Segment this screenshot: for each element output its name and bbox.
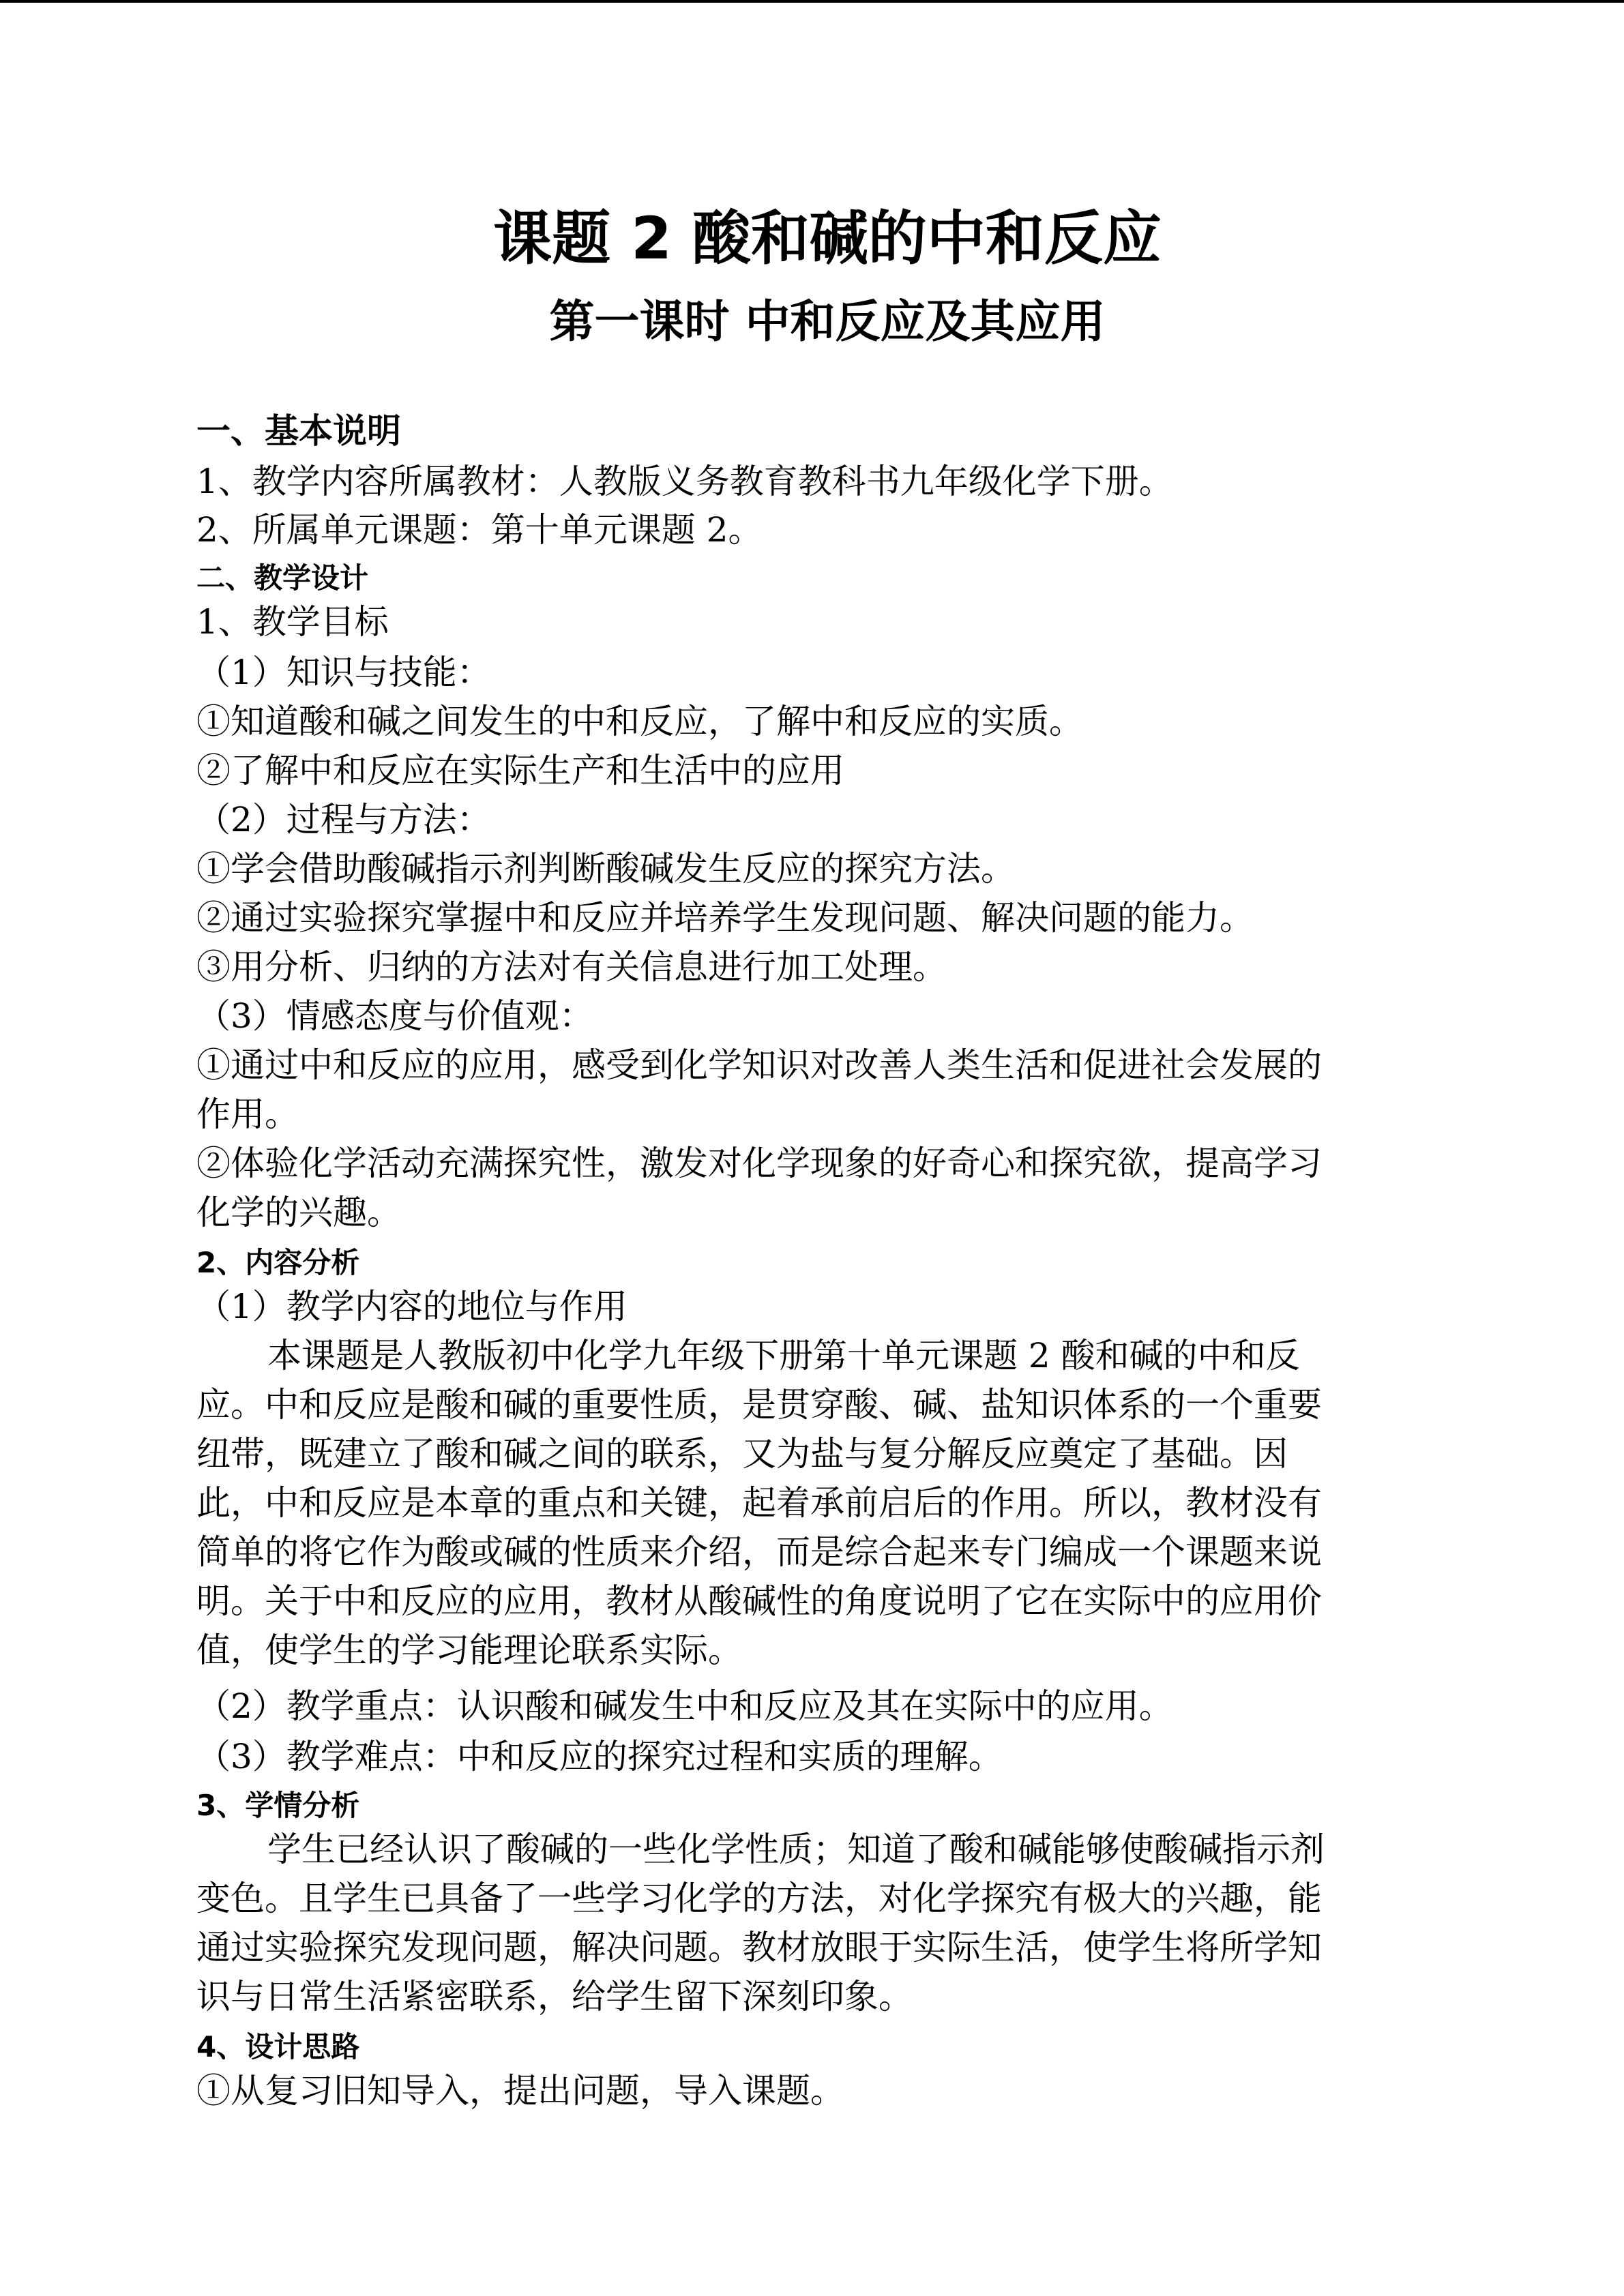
- content-analysis-heading: 2、内容分析: [196, 1246, 360, 1279]
- learner-line: 学生已经认识了酸碱的一些化学性质；知道了酸和碱能够使酸碱指示剂: [267, 1830, 1325, 1869]
- page-top-border: [0, 0, 1624, 3]
- document-subtitle: 第一课时 中和反应及其应用: [549, 295, 1106, 348]
- goal-knowledge-item: ①知道酸和碱之间发生的中和反应，了解中和反应的实质。: [196, 702, 1083, 741]
- goal-attitude-item-cont: 化学的兴趣。: [196, 1193, 401, 1232]
- content-role-line: 此，中和反应是本章的重点和关键，起着承前启后的作用。所以，教材没有: [196, 1483, 1322, 1523]
- learner-line: 识与日常生活紧密联系，给学生留下深刻印象。: [196, 1977, 913, 2016]
- section-heading-design: 二、教学设计: [196, 561, 369, 595]
- content-key-point: （2）教学重点：认识酸和碱发生中和反应及其在实际中的应用。: [196, 1686, 1173, 1726]
- design-idea-item: ①从复习旧知导入，提出问题，导入课题。: [196, 2071, 844, 2111]
- learner-line: 变色。且学生已具备了一些学习化学的方法，对化学探究有极大的兴趣，能: [196, 1879, 1322, 1918]
- goal-process-item: ③用分析、归纳的方法对有关信息进行加工处理。: [196, 947, 947, 987]
- goal-process-item: ②通过实验探究掌握中和反应并培养学生发现问题、解决问题的能力。: [196, 898, 1254, 938]
- goal-attitude-heading: （3）情感态度与价值观：: [196, 996, 593, 1036]
- basic-item-unit: 2、所属单元课题：第十单元课题 2。: [196, 510, 763, 550]
- content-role-line: 明。关于中和反应的应用，教材从酸碱性的角度说明了它在实际中的应用价: [196, 1581, 1322, 1621]
- goal-process-item: ①学会借助酸碱指示剂判断酸碱发生反应的探究方法。: [196, 849, 1015, 889]
- goal-process-heading: （2）过程与方法：: [196, 800, 491, 839]
- goal-knowledge-item: ②了解中和反应在实际生产和生活中的应用: [196, 751, 844, 790]
- goals-heading: 1、教学目标: [196, 602, 389, 642]
- content-difficulty: （3）教学难点：中和反应的探究过程和实质的理解。: [196, 1737, 1003, 1776]
- goal-knowledge-heading: （1）知识与技能：: [196, 653, 491, 692]
- content-role-line: 本课题是人教版初中化学九年级下册第十单元课题 2 酸和碱的中和反: [267, 1336, 1300, 1375]
- content-role-line: 纽带，既建立了酸和碱之间的联系，又为盐与复分解反应奠定了基础。因: [196, 1434, 1288, 1474]
- content-role-line: 值，使学生的学习能理论联系实际。: [196, 1630, 742, 1670]
- goal-attitude-item: ①通过中和反应的应用，感受到化学知识对改善人类生活和促进社会发展的: [196, 1045, 1322, 1085]
- learner-line: 通过实验探究发现问题，解决问题。教材放眼于实际生活，使学生将所学知: [196, 1928, 1322, 1967]
- section-heading-basic: 一、基本说明: [196, 411, 401, 451]
- document-title: 课题 2 酸和碱的中和反应: [493, 205, 1162, 273]
- design-idea-heading: 4、设计思路: [196, 2030, 360, 2063]
- learner-analysis-heading: 3、学情分析: [196, 1789, 360, 1822]
- goal-attitude-item: ②体验化学活动充满探究性，激发对化学现象的好奇心和探究欲，提高学习: [196, 1144, 1322, 1183]
- basic-item-textbook: 1、教学内容所属教材：人教版义务教育教科书九年级化学下册。: [196, 462, 1173, 501]
- content-role-line: 应。中和反应是酸和碱的重要性质，是贯穿酸、碱、盐知识体系的一个重要: [196, 1385, 1322, 1425]
- goal-attitude-item-cont: 作用。: [196, 1094, 299, 1134]
- content-role-heading: （1）教学内容的地位与作用: [196, 1287, 628, 1326]
- content-role-line: 简单的将它作为酸或碱的性质来介绍，而是综合起来专门编成一个课题来说: [196, 1532, 1322, 1572]
